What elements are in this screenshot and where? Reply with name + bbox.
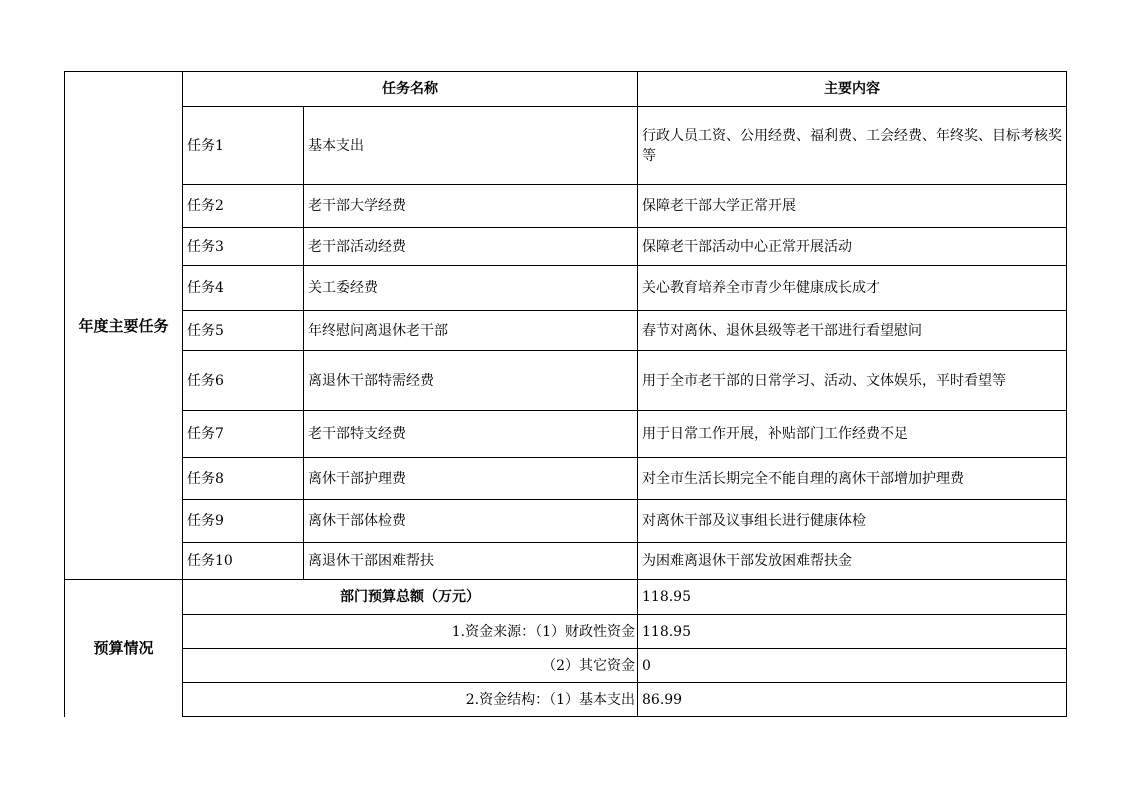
task-content: 春节对离休、退休县级等老干部进行看望慰问 [638,311,1067,351]
task-content: 保障老干部大学正常开展 [638,185,1067,228]
budget-row [65,683,1067,717]
task-id: 任务6 [183,351,304,411]
task-content: 为困难离退休干部发放困难帮扶金 [638,543,1067,580]
task-id: 任务1 [183,107,304,185]
budget-label: 1.资金来源：（1）财政性资金 [183,615,638,649]
task-name: 基本支出 [304,107,638,185]
budget-value: 118.95 [638,580,1067,615]
task-name: 老干部大学经费 [304,185,638,228]
task-content: 行政人员工资、公用经费、福利费、工会经费、年终奖、目标考核奖等 [638,107,1067,185]
budget-label: （2）其它资金 [183,649,638,683]
task-name: 老干部特支经费 [304,411,638,458]
budget-table [64,71,1067,717]
task-id: 任务5 [183,311,304,351]
budget-row [65,615,1067,649]
budget-value: 86.99 [638,683,1067,717]
table-row [65,351,1067,411]
task-content: 对全市生活长期完全不能自理的离休干部增加护理费 [638,458,1067,500]
task-id: 任务8 [183,458,304,500]
task-name: 关工委经费 [304,266,638,311]
budget-section-label: 预算情况 [65,580,183,717]
table-header-row [65,72,1067,107]
task-content: 用于日常工作开展，补贴部门工作经费不足 [638,411,1067,458]
task-name: 离退休干部困难帮扶 [304,543,638,580]
annual-tasks-section-label: 年度主要任务 [65,72,183,580]
task-name: 离休干部体检费 [304,500,638,543]
budget-table-sheet [64,71,1066,718]
main-content-header: 主要内容 [638,72,1067,107]
task-id: 任务9 [183,500,304,543]
task-id: 任务2 [183,185,304,228]
budget-label: 2.资金结构：（1）基本支出 [183,683,638,717]
task-name: 年终慰问离退休老干部 [304,311,638,351]
table-row [65,266,1067,311]
task-id: 任务7 [183,411,304,458]
budget-value: 118.95 [638,615,1067,649]
task-id: 任务4 [183,266,304,311]
task-name: 老干部活动经费 [304,228,638,266]
task-content: 用于全市老干部的日常学习、活动、文体娱乐，平时看望等 [638,351,1067,411]
budget-row [65,580,1067,615]
table-row [65,107,1067,185]
task-content: 对离休干部及议事组长进行健康体检 [638,500,1067,543]
table-row [65,185,1067,228]
task-name: 离退休干部特需经费 [304,351,638,411]
table-row [65,543,1067,580]
task-name-header: 任务名称 [183,72,638,107]
table-row [65,500,1067,543]
table-row [65,228,1067,266]
task-content: 关心教育培养全市青少年健康成长成才 [638,266,1067,311]
budget-row [65,649,1067,683]
table-row [65,411,1067,458]
table-row [65,311,1067,351]
task-content: 保障老干部活动中心正常开展活动 [638,228,1067,266]
table-row [65,458,1067,500]
task-id: 任务3 [183,228,304,266]
budget-label: 部门预算总额（万元） [183,580,638,615]
task-id: 任务10 [183,543,304,580]
task-name: 离休干部护理费 [304,458,638,500]
budget-value: 0 [638,649,1067,683]
